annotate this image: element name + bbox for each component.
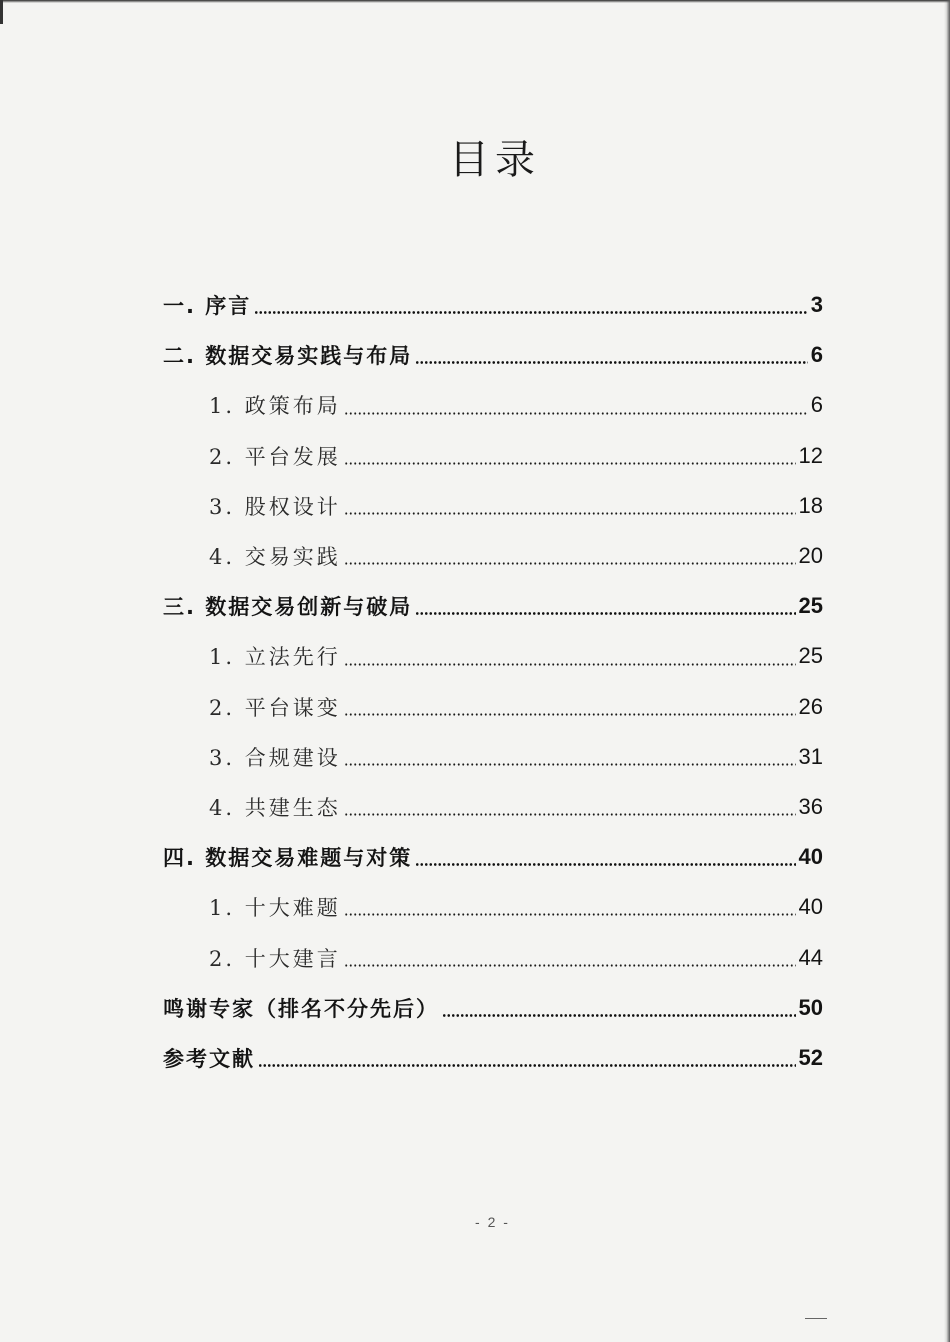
toc-entry-label: 1. 立法先行 bbox=[209, 645, 341, 670]
toc-entry-page: 6 bbox=[810, 392, 823, 418]
dot-leader bbox=[254, 311, 807, 314]
scan-border-left bbox=[0, 0, 3, 24]
dot-leader bbox=[344, 512, 796, 515]
dot-leader bbox=[344, 964, 796, 967]
dot-leader bbox=[415, 612, 795, 615]
toc-entry-label: 鸣谢专家（排名不分先后） bbox=[163, 996, 439, 1021]
toc-entry-label: 参考文献 bbox=[163, 1046, 255, 1071]
dot-leader bbox=[344, 663, 796, 666]
dot-leader bbox=[415, 361, 807, 364]
page-title: 目录 bbox=[449, 137, 541, 183]
toc-entry-page: 40 bbox=[798, 894, 823, 920]
toc-subentry[interactable] bbox=[163, 882, 823, 932]
toc-subentry[interactable] bbox=[163, 531, 823, 581]
toc-entry-page: 50 bbox=[798, 994, 823, 1020]
toc-entry-label: 四. 数据交易难题与对策 bbox=[163, 846, 413, 871]
toc-entry-page: 36 bbox=[798, 793, 823, 819]
toc-subentry[interactable] bbox=[163, 481, 823, 531]
toc-entry-page: 20 bbox=[798, 543, 823, 569]
toc-subentry[interactable] bbox=[163, 431, 823, 481]
toc-entry-page: 52 bbox=[798, 1044, 823, 1070]
toc-entry[interactable] bbox=[163, 280, 823, 330]
toc-entry[interactable] bbox=[163, 581, 823, 631]
toc-entry-label: 1. 政策布局 bbox=[209, 394, 341, 419]
toc-entry-label: 1. 十大难题 bbox=[209, 896, 341, 921]
toc-entry-page: 25 bbox=[798, 593, 823, 619]
page-number: - 2 - bbox=[475, 1214, 510, 1230]
dot-leader bbox=[344, 412, 808, 415]
toc-entry[interactable] bbox=[163, 330, 823, 380]
toc-entry[interactable] bbox=[163, 983, 823, 1033]
toc-entry-page: 31 bbox=[798, 743, 823, 769]
toc-entry[interactable] bbox=[163, 832, 823, 882]
toc-subentry[interactable] bbox=[163, 732, 823, 782]
toc-entry-page: 25 bbox=[798, 643, 823, 669]
scan-border-right bbox=[944, 0, 950, 1342]
toc-entry[interactable] bbox=[163, 1033, 823, 1083]
toc-entry-page: 3 bbox=[810, 292, 823, 318]
toc-entry-label: 2. 十大建言 bbox=[209, 946, 341, 971]
toc-entry-page: 12 bbox=[798, 442, 823, 468]
dot-leader bbox=[344, 462, 796, 465]
table-of-contents bbox=[163, 280, 823, 1083]
toc-entry-label: 二. 数据交易实践与布局 bbox=[163, 344, 413, 369]
toc-entry-label: 三. 数据交易创新与破局 bbox=[163, 595, 413, 620]
toc-entry-label: 2. 平台发展 bbox=[209, 444, 341, 469]
toc-entry-label: 2. 平台谋变 bbox=[209, 695, 341, 720]
toc-entry-label: 3. 股权设计 bbox=[209, 494, 341, 519]
dot-leader bbox=[344, 713, 796, 716]
toc-entry-label: 3. 合规建设 bbox=[209, 745, 341, 770]
dot-leader bbox=[344, 763, 796, 766]
toc-entry-label: 一. 序言 bbox=[163, 294, 252, 319]
toc-entry-page: 44 bbox=[798, 944, 823, 970]
toc-entry-label: 4. 交易实践 bbox=[209, 545, 341, 570]
scan-artifact bbox=[805, 1318, 827, 1319]
toc-entry-page: 6 bbox=[810, 342, 823, 368]
dot-leader bbox=[344, 913, 796, 916]
dot-leader bbox=[344, 813, 796, 816]
toc-entry-page: 26 bbox=[798, 693, 823, 719]
toc-subentry[interactable] bbox=[163, 631, 823, 681]
toc-entry-page: 18 bbox=[798, 492, 823, 518]
dot-leader bbox=[258, 1064, 796, 1067]
dot-leader bbox=[415, 863, 795, 866]
toc-subentry[interactable] bbox=[163, 682, 823, 732]
toc-subentry[interactable] bbox=[163, 932, 823, 982]
toc-subentry[interactable] bbox=[163, 782, 823, 832]
toc-entry-page: 40 bbox=[798, 844, 823, 870]
dot-leader bbox=[442, 1014, 796, 1017]
dot-leader bbox=[344, 562, 796, 565]
toc-subentry[interactable] bbox=[163, 380, 823, 430]
scan-border-top bbox=[0, 0, 950, 3]
toc-entry-label: 4. 共建生态 bbox=[209, 795, 341, 820]
